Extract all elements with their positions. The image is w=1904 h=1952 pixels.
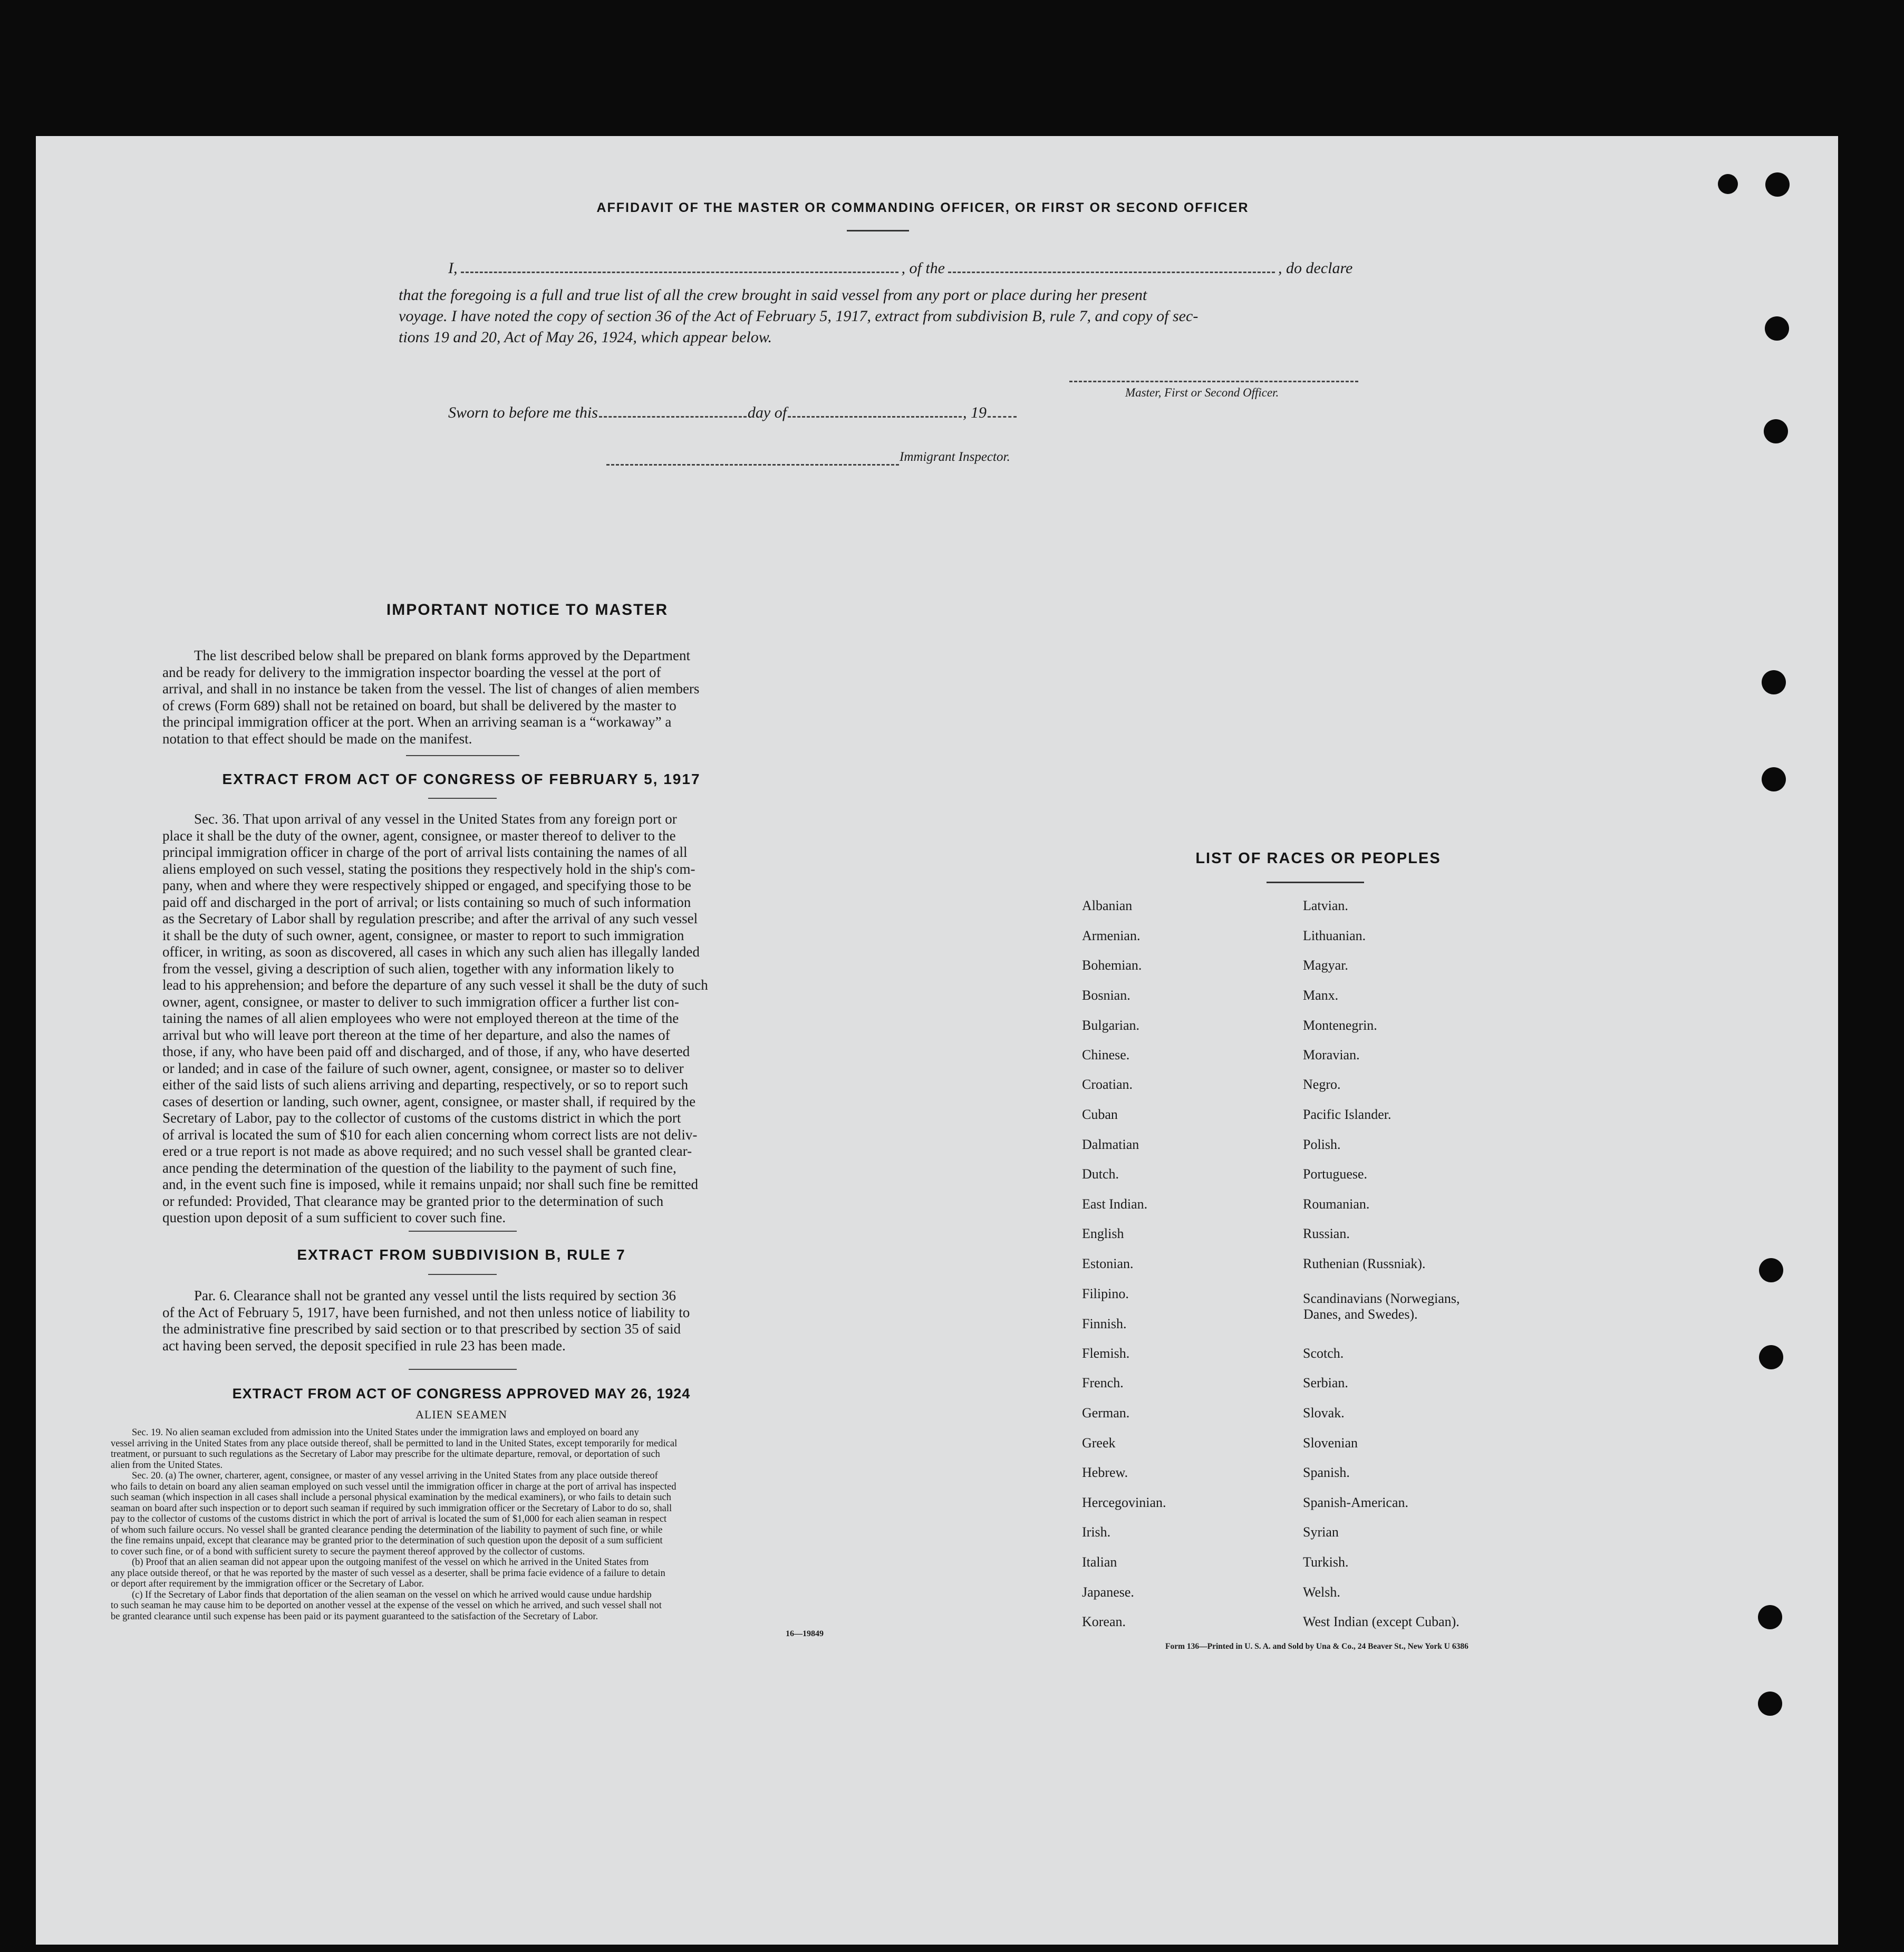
- extract-1917-line: Sec. 36. That upon arrival of any vessel in the United States from any foreign port or: [194, 811, 677, 827]
- race-item: Chinese.: [1082, 1047, 1130, 1062]
- extract-1924-line: Sec. 20. (a) The owner, charterer, agent, consignee, or master of any vessel arriving in the United States from any place outside thereof: [132, 1471, 658, 1481]
- race-item: Manx.: [1303, 988, 1339, 1003]
- race-item: Serbian.: [1303, 1375, 1348, 1390]
- notice-line: the principal immigration officer at the port. When an arriving seaman is a “workaway” a: [162, 714, 672, 730]
- race-item: Latvian.: [1303, 898, 1348, 913]
- race-item: Dalmatian: [1082, 1137, 1139, 1152]
- race-item: West Indian (except Cuban).: [1303, 1614, 1460, 1629]
- race-item: Greek: [1082, 1435, 1116, 1451]
- extract-1917-line: from the vessel, giving a description of such alien, together with any information likely to: [162, 960, 674, 977]
- race-item: Estonian.: [1082, 1256, 1134, 1271]
- extract-1924-line: the fine remains unpaid, except that clearance may be granted prior to the determination of such question upon the deposit of a sum sufficient: [111, 1535, 663, 1546]
- affidavit-of-the: , of the: [901, 259, 945, 277]
- race-item: Filipino.: [1082, 1286, 1129, 1301]
- extract-1924-title: EXTRACT FROM ACT OF CONGRESS APPROVED MAY 26, 1924: [232, 1386, 691, 1402]
- race-item: Roumanian.: [1303, 1196, 1370, 1212]
- extract-1924-line: any place outside thereof, or that he was reported by the master of such vessel as a deserter, shall be prima facie evidence of a failure to detain: [111, 1568, 665, 1579]
- extract-rule7-end-rule: [409, 1369, 517, 1370]
- punch-hole: [1759, 1345, 1783, 1369]
- race-item: Flemish.: [1082, 1346, 1130, 1361]
- extract-rule7-body: [162, 1288, 758, 1354]
- extract-1924-line: or deport after requirement by the immigration officer or the Secretary of Labor.: [111, 1579, 424, 1589]
- extract-rule7-line: the administrative fine prescribed by said section or to that prescribed by section 35 of said: [162, 1321, 681, 1337]
- extract-rule7-rule: [428, 1274, 497, 1275]
- notice-line: and be ready for delivery to the immigration inspector boarding the vessel at the port of: [162, 664, 661, 680]
- race-item: Welsh.: [1303, 1584, 1340, 1600]
- extract-1917-line: ance pending the determination of the question of the liability to the payment of such fine,: [162, 1159, 676, 1176]
- notice-line: of crews (Form 689) shall not be retained on board, but shall be delivered by the master to: [162, 697, 676, 713]
- extract-1924-line: be granted clearance until such expense has been paid or its payment guaranteed to the satisfaction of the Secretary of Labor.: [111, 1611, 598, 1622]
- extract-rule7-line: of the Act of February 5, 1917, have been furnished, and not then unless notice of liability to: [162, 1304, 690, 1320]
- extract-1924-line: pay to the collector of customs of the customs district in which the port of arrival is located the sum of $1,000 for each alien seaman in respect: [111, 1514, 667, 1524]
- race-item: Ruthenian (Russniak).: [1303, 1256, 1426, 1271]
- extract-1924-line: who fails to detain on board any alien seaman employed on such vessel until the immigration officer in charge at the port of arrival has inspected: [111, 1481, 676, 1492]
- extract-rule7-line: Par. 6. Clearance shall not be granted any vessel until the lists required by section 36: [194, 1288, 676, 1303]
- race-item: Spanish.: [1303, 1465, 1350, 1480]
- extract-1917-end-rule: [409, 1231, 517, 1232]
- affidavit-declaration-line4: tions 19 and 20, Act of May 26, 1924, which appear below.: [399, 328, 772, 346]
- notice-line: The list described below shall be prepared on blank forms approved by the Department: [194, 648, 690, 663]
- affidavit-pronoun: I,: [448, 259, 458, 277]
- race-item: French.: [1082, 1375, 1124, 1390]
- race-item: Negro.: [1303, 1077, 1341, 1092]
- race-item: Korean.: [1082, 1614, 1126, 1629]
- race-item: Albanian: [1082, 898, 1133, 913]
- race-item: Portuguese.: [1303, 1166, 1368, 1182]
- extract-rule7-line: act having been served, the deposit specified in rule 23 has been made.: [162, 1337, 566, 1354]
- extract-1917-line: question upon deposit of a sum sufficient to cover such fine.: [162, 1210, 506, 1225]
- race-item: English: [1082, 1226, 1124, 1241]
- race-item: Irish.: [1082, 1524, 1111, 1540]
- affidavit-do-declare: , do declare: [1278, 259, 1353, 277]
- extract-rule7-title: EXTRACT FROM SUBDIVISION B, RULE 7: [297, 1246, 626, 1263]
- year-prefix: , 19: [963, 404, 987, 421]
- master-signature-field[interactable]: [1069, 381, 1358, 382]
- race-item: Dutch.: [1082, 1166, 1119, 1182]
- race-item: Scandinavians (Norwegians,: [1303, 1291, 1460, 1306]
- punch-hole: [1762, 670, 1786, 694]
- race-item: Slovenian: [1303, 1435, 1358, 1451]
- race-item: Spanish-American.: [1303, 1495, 1409, 1510]
- sworn-day-field[interactable]: [599, 416, 747, 418]
- extract-1924-body: [111, 1427, 836, 1622]
- affidavit-declaration-line1: [448, 259, 1392, 277]
- extract-1917-body: [162, 811, 758, 1226]
- races-title: LIST OF RACES OR PEOPLES: [1195, 850, 1441, 867]
- officer-name-field[interactable]: [461, 272, 898, 273]
- day-of-text: day of: [747, 404, 787, 421]
- race-item: Turkish.: [1303, 1554, 1349, 1570]
- race-item: Bosnian.: [1082, 988, 1130, 1003]
- notice-title: IMPORTANT NOTICE TO MASTER: [386, 601, 669, 619]
- race-item: Magyar.: [1303, 958, 1348, 973]
- race-item: Cuban: [1082, 1107, 1118, 1122]
- printer-imprint: Form 136—Printed in U. S. A. and Sold by Una & Co., 24 Beaver St., New York U 6386: [1165, 1642, 1468, 1651]
- extract-1917-line: it shall be the duty of such owner, agent, consignee, or master to report to such immigration: [162, 927, 684, 943]
- extract-1924-line: seaman on board after such inspection or to deport such seaman if required by such immigration officer or the Secretary of Labor to do so, shall: [111, 1503, 672, 1514]
- extract-1917-line: place it shall be the duty of the owner, agent, consignee, or master thereof to deliver to the: [162, 827, 676, 844]
- race-item: Finnish.: [1082, 1316, 1127, 1331]
- race-item: Moravian.: [1303, 1047, 1360, 1062]
- race-item: Italian: [1082, 1554, 1117, 1570]
- vessel-name-field[interactable]: [948, 272, 1275, 273]
- punch-hole: [1718, 174, 1738, 194]
- extract-1917-line: those, if any, who have been paid off and discharged, and of those, if any, who have deserted: [162, 1043, 690, 1059]
- race-item: Polish.: [1303, 1137, 1341, 1152]
- race-item: Montenegrin.: [1303, 1018, 1377, 1033]
- punch-hole: [1759, 1258, 1783, 1282]
- race-item: Hercegovinian.: [1082, 1495, 1166, 1510]
- punch-hole: [1762, 767, 1786, 791]
- race-item: East Indian.: [1082, 1196, 1148, 1212]
- extract-1924-line: of whom such failure occurs. No vessel shall be granted clearance pending the determination of the liability to payment of such fine, or while: [111, 1524, 663, 1535]
- race-scandinavians-cont: Danes, and Swedes).: [1303, 1307, 1418, 1322]
- extract-1917-rule: [428, 798, 497, 799]
- extract-1917-line: taining the names of all alien employees who were not employed thereon at the time of the: [162, 1010, 679, 1026]
- notice-body: [162, 648, 758, 747]
- extract-1924-line: treatment, or pursuant to such regulations as the Secretary of Labor may prescribe for the ultimate departure, removal, or deportation of such: [111, 1449, 660, 1460]
- race-item: Lithuanian.: [1303, 928, 1366, 943]
- race-item: Japanese.: [1082, 1584, 1134, 1600]
- affidavit-title-rule: [847, 230, 909, 231]
- punch-hole: [1758, 1692, 1782, 1716]
- affidavit-title: AFFIDAVIT OF THE MASTER OR COMMANDING OFFICER, OR FIRST OR SECOND OFFICER: [596, 200, 1249, 215]
- extract-1917-line: officer, in writing, as soon as discovered, all cases in which any such alien has illegally landed: [162, 944, 700, 960]
- extract-1917-line: principal immigration officer in charge of the port of arrival lists containing the names of all: [162, 844, 688, 860]
- extract-1917-line: owner, agent, consignee, or master to deliver to such immigration officer a further list con-: [162, 993, 679, 1010]
- sworn-month-field[interactable]: [788, 416, 962, 418]
- extract-1924-line: to such seaman he may cause him to be deported on another vessel at the expense of the vessel on which he arrived, and such vessel shall not: [111, 1600, 662, 1611]
- affidavit-declaration-line2: that the foregoing is a full and true list of all the crew brought in said vessel from any port or place during her present: [399, 286, 1147, 304]
- race-item: Pacific Islander.: [1303, 1107, 1391, 1122]
- extract-1924-line: Sec. 19. No alien seaman excluded from admission into the United States under the immigration laws and employed on board any: [132, 1427, 639, 1438]
- race-item: Bohemian.: [1082, 958, 1142, 973]
- race-item: German.: [1082, 1405, 1130, 1420]
- punch-hole: [1765, 316, 1789, 341]
- sworn-statement: [448, 404, 1018, 422]
- inspector-signature-field[interactable]: [606, 464, 899, 466]
- punch-hole: [1764, 419, 1788, 443]
- punch-hole: [1758, 1605, 1782, 1629]
- notice-line: arrival, and shall in no instance be taken from the vessel. The list of changes of alien members: [162, 681, 700, 697]
- extract-1917-line: arrival but who will leave port thereon at the time of her departure, and also the names of: [162, 1027, 670, 1043]
- affidavit-declaration-line3: voyage. I have noted the copy of section 36 of the Act of February 5, 1917, extract from subdivision B, rule 7, and copy of sec-: [399, 307, 1199, 325]
- race-item: Armenian.: [1082, 928, 1141, 943]
- extract-1917-line: as the Secretary of Labor shall by regulation prescribe; and after the arrival of any such vessel: [162, 911, 698, 926]
- extract-1917-line: paid off and discharged in the port of arrival; or lists containing so much of such information: [162, 894, 691, 910]
- master-signature-label: Master, First or Second Officer.: [1125, 386, 1279, 399]
- race-item: Hebrew.: [1082, 1465, 1128, 1480]
- punch-hole: [1765, 172, 1790, 197]
- form-code: 16—19849: [786, 1629, 824, 1638]
- race-item: Syrian: [1303, 1524, 1339, 1540]
- race-item: Croatian.: [1082, 1077, 1133, 1092]
- notice-line: notation to that effect should be made on the manifest.: [162, 730, 472, 747]
- inspector-signature-label: Immigrant Inspector.: [900, 450, 1010, 464]
- extract-1924-line: such seaman (which inspection in all cases shall include a personal physical examination by the medical examiners), or who fails to detain such: [111, 1492, 671, 1503]
- sworn-text: Sworn to before me this: [448, 404, 598, 421]
- extract-1924-line: vessel arriving in the United States from any place outside thereof, shall be permitted to land in the United States, except temporarily for medical: [111, 1438, 678, 1449]
- extract-1917-title: EXTRACT FROM ACT OF CONGRESS OF FEBRUARY 5, 1917: [222, 771, 701, 787]
- race-item: Scotch.: [1303, 1346, 1344, 1361]
- extract-1924-line: (c) If the Secretary of Labor finds that deportation of the alien seaman on the vessel on which he arrived would cause undue hardship: [132, 1589, 652, 1600]
- sworn-year-field[interactable]: [988, 416, 1017, 418]
- race-item: Russian.: [1303, 1226, 1350, 1241]
- extract-1917-line: aliens employed on such vessel, stating the positions they respectively hold in the ship's com-: [162, 861, 695, 877]
- notice-divider: [406, 755, 519, 756]
- extract-1924-subtitle: ALIEN SEAMEN: [415, 1408, 507, 1421]
- extract-1917-line: of arrival is located the sum of $10 for each alien concerning whom correct lists are not deliv-: [162, 1126, 698, 1143]
- extract-1917-line: Secretary of Labor, pay to the collector of customs of the customs district in which the port: [162, 1110, 681, 1126]
- extract-1917-line: cases of desertion or landing, such owner, agent, consignee, or master shall, if required by the: [162, 1093, 696, 1109]
- extract-1917-line: ered or a true report is not made as above required; and no such vessel shall be granted clear-: [162, 1143, 692, 1159]
- races-title-rule: [1267, 882, 1364, 883]
- extract-1917-line: and, in the event such fine is imposed, while it remains unpaid; nor shall such fine be remitted: [162, 1176, 699, 1192]
- extract-1917-line: either of the said lists of such aliens arriving and departing, respectively, or so to report such: [162, 1077, 688, 1093]
- extract-1917-line: or refunded: Provided, That clearance may be granted prior to the determination of such: [162, 1193, 664, 1209]
- extract-1924-line: (b) Proof that an alien seaman did not appear upon the outgoing manifest of the vessel on which he arrived in the United States from: [132, 1557, 649, 1568]
- extract-1917-line: or landed; and in case of the failure of such owner, agent, consignee, or master so to deliver: [162, 1060, 684, 1076]
- extract-1917-line: lead to his apprehension; and before the departure of any such vessel it shall be the duty of such: [162, 977, 708, 993]
- race-item: Bulgarian.: [1082, 1018, 1140, 1033]
- extract-1924-line: alien from the United States.: [111, 1460, 223, 1471]
- extract-1924-line: to cover such fine, or of a bond with sufficient surety to secure the payment thereof approved by the collector of customs.: [111, 1546, 585, 1557]
- race-item: Slovak.: [1303, 1405, 1345, 1420]
- extract-1917-line: pany, when and where they were respectively shipped or engaged, and specifying those to be: [162, 877, 691, 893]
